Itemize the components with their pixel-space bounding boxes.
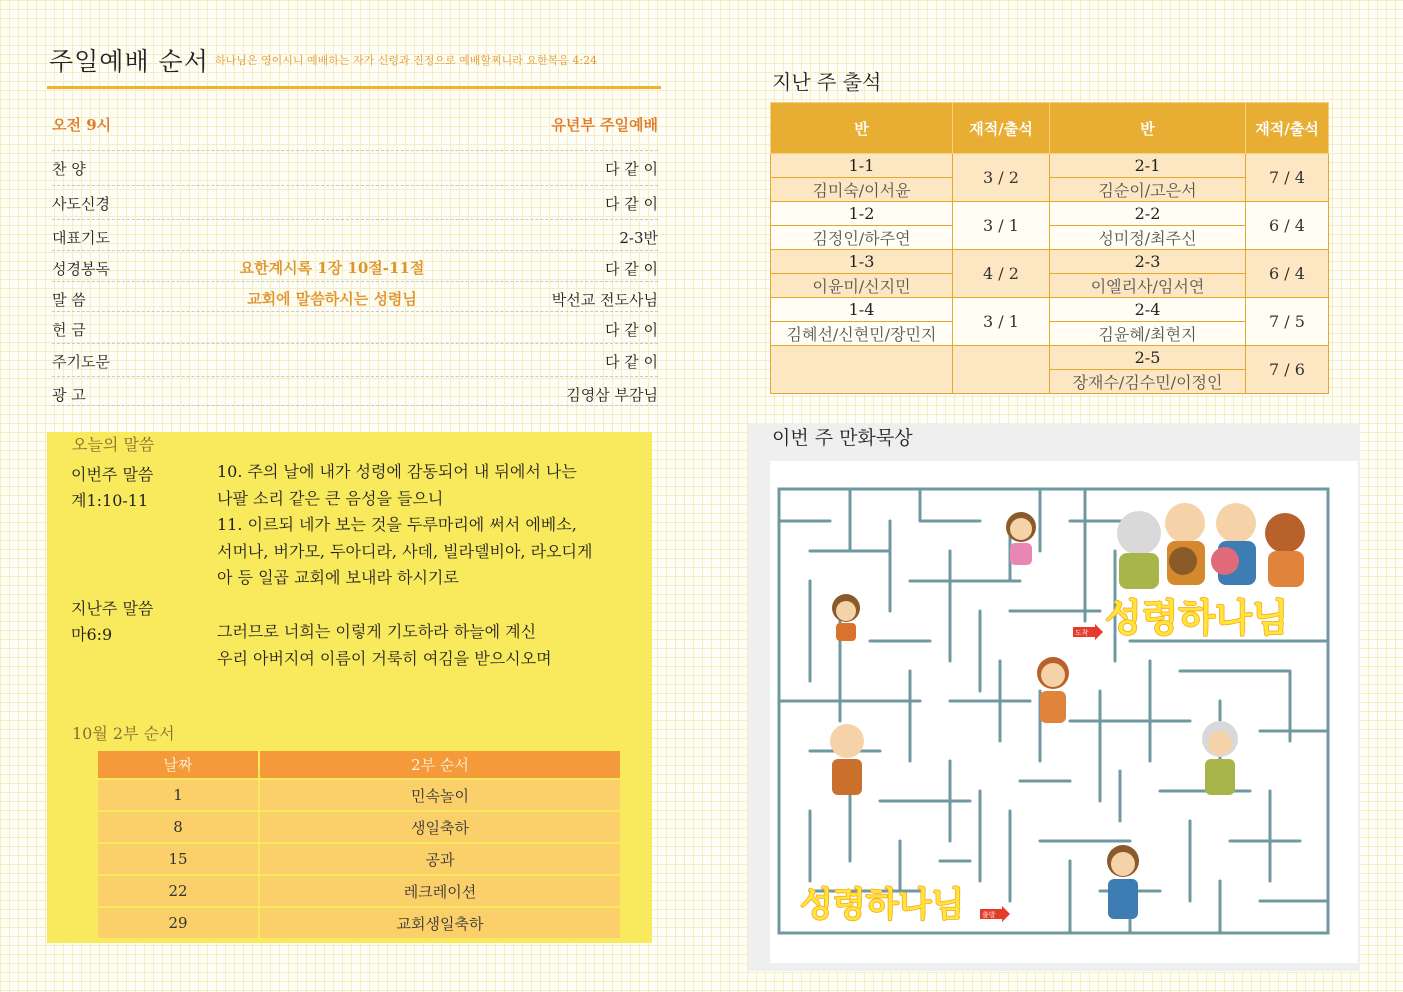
last-week-ref: 마6:9 — [71, 625, 113, 644]
departure-marker — [980, 906, 1010, 922]
table-row — [771, 178, 1329, 202]
col-class-right: 반 — [1050, 103, 1246, 154]
boy-head — [1169, 547, 1197, 575]
order-item-leader: 박선교 전도사님 — [551, 291, 658, 309]
order-divider — [52, 405, 658, 406]
count-cell: 7 / 4 — [1246, 154, 1329, 202]
teacher-names-cell: 장재수/김수민/이정인 — [1050, 370, 1246, 394]
order-item-detail: 요한계시록 1장 10절-11절 — [239, 259, 425, 277]
maze-illustration — [770, 461, 1358, 963]
table-row — [98, 811, 620, 843]
order-row-sermon — [52, 281, 658, 314]
date-cell: 22 — [98, 875, 259, 907]
order-item-leader: 다 같 이 — [604, 353, 658, 371]
table-row — [98, 779, 620, 811]
teacher-names-cell: 성미정/최주신 — [1050, 226, 1246, 250]
col-class-left: 반 — [771, 103, 953, 154]
verse-line: 아 등 일곱 교회에 보내라 하시기로 — [217, 568, 459, 587]
table-row — [771, 226, 1329, 250]
order-row-praise — [52, 150, 658, 183]
order-item-leader: 다 같 이 — [604, 160, 658, 178]
father-head — [1165, 503, 1205, 543]
order-item-name: 찬 양 — [52, 160, 86, 178]
teacher-names-cell: 이엘리사/임서연 — [1050, 274, 1246, 298]
class-cell: 2-5 — [1050, 346, 1246, 370]
last-week-label: 지난주 말씀 — [71, 599, 154, 618]
table-row — [771, 346, 1329, 370]
order-item-detail: 교회에 말씀하시는 성령님 — [247, 290, 417, 308]
count-cell: 3 / 1 — [953, 298, 1050, 346]
maze-card — [770, 461, 1358, 963]
class-cell: 1-4 — [771, 298, 953, 322]
teacher-names-cell: 김윤혜/최현지 — [1050, 322, 1246, 346]
mother-character — [1037, 657, 1069, 723]
order-item-name: 사도신경 — [52, 195, 110, 213]
teacher-names-cell: 김미숙/이서윤 — [771, 178, 953, 202]
count-cell: 3 / 2 — [953, 154, 1050, 202]
service-info-row — [52, 112, 658, 138]
class-cell: 1-2 — [771, 202, 953, 226]
page-title: 주일예배 순서 — [49, 47, 209, 76]
order-item-name: 대표기도 — [52, 229, 110, 247]
program-cell: 생일축하 — [259, 811, 620, 843]
grandpa-head — [1216, 503, 1256, 543]
order-item-leader: 다 같 이 — [604, 260, 658, 278]
father-character — [1107, 845, 1139, 919]
word-box-title: 오늘의 말씀 — [72, 435, 155, 454]
table-row — [98, 843, 620, 875]
program-cell: 교회생일축하 — [259, 907, 620, 938]
program-cell: 공과 — [259, 843, 620, 875]
col-count-right: 재적/출석 — [1246, 103, 1329, 154]
date-cell: 15 — [98, 843, 259, 875]
order-row-creed — [52, 185, 658, 218]
girl-head — [1211, 547, 1239, 575]
table-header-row — [98, 751, 620, 779]
col-date: 날짜 — [98, 751, 259, 779]
family-illustration — [1105, 503, 1305, 640]
order-item-leader: 김영삼 부감님 — [566, 386, 658, 404]
worship-header — [47, 40, 661, 89]
banner-title-top: 성령하나님 — [1105, 596, 1289, 640]
count-cell: 7 / 5 — [1246, 298, 1329, 346]
grandpa-character — [830, 724, 864, 795]
table-row — [771, 154, 1329, 178]
order-row-prayer — [52, 219, 658, 252]
verse-line: 11. 이르되 네가 보는 것을 두루마리에 써서 에베소, — [217, 515, 577, 534]
table-row — [98, 907, 620, 938]
date-cell: 1 — [98, 779, 259, 811]
count-cell: 3 / 1 — [953, 202, 1050, 250]
verse-line: 우리 아버지여 이름이 거룩히 여김을 받으시오며 — [217, 648, 552, 668]
count-cell: 4 / 2 — [953, 250, 1050, 298]
order-item-leader: 다 같 이 — [604, 321, 658, 339]
order-row-scripture — [52, 250, 658, 283]
this-week-ref: 계1:10-11 — [71, 491, 149, 510]
service-name: 유년부 주일예배 — [551, 116, 658, 134]
grandma-head — [1117, 511, 1161, 555]
teacher-names-cell: 김정인/하주연 — [771, 226, 953, 250]
class-cell: 2-3 — [1050, 250, 1246, 274]
grandma-body — [1119, 553, 1159, 589]
order-item-leader: 다 같 이 — [604, 195, 658, 213]
count-cell — [953, 346, 1050, 394]
class-cell — [771, 346, 953, 394]
table-row — [771, 250, 1329, 274]
this-week-verse — [217, 459, 592, 592]
program-cell: 레크레이션 — [259, 875, 620, 907]
month-order-table — [98, 751, 620, 938]
attendance-table — [770, 102, 1329, 394]
verse-line: 그러므로 너희는 이렇게 기도하라 하늘에 계신 — [217, 622, 537, 641]
table-row — [98, 875, 620, 907]
order-row-lords-prayer — [52, 343, 658, 376]
table-row — [771, 274, 1329, 298]
last-week-verse — [217, 619, 552, 672]
date-cell: 8 — [98, 811, 259, 843]
col-count-left: 재적/출석 — [953, 103, 1050, 154]
maze-title: 이번 주 만화묵상 — [772, 427, 913, 449]
verse-line: 서머나, 버가모, 두아디라, 사데, 빌라델비아, 라오디게 — [217, 541, 593, 561]
teacher-names-cell: 이윤미/신지민 — [771, 274, 953, 298]
order-item-name: 성경봉독 — [52, 260, 110, 278]
order-item-name: 광 고 — [52, 386, 86, 404]
mother-head — [1265, 513, 1305, 553]
order-item-name: 말 씀 — [52, 291, 86, 309]
arrival-marker — [1073, 624, 1103, 640]
class-cell: 2-4 — [1050, 298, 1246, 322]
departure-label: 출발 — [982, 911, 996, 919]
class-cell: 2-1 — [1050, 154, 1246, 178]
header-verse: 하나님은 영이시니 예배하는 자가 신령과 진정으로 예배할찌니라 요한복음 4:24 — [215, 54, 598, 67]
mother-body — [1268, 551, 1304, 587]
table-row — [771, 322, 1329, 346]
table-header-row — [771, 103, 1329, 154]
verse-line: 10. 주의 날에 내가 성령에 감동되어 내 뒤에서 나는 — [217, 462, 577, 481]
arrival-label: 도착 — [1075, 629, 1089, 637]
col-program: 2부 순서 — [259, 751, 620, 779]
boy-character — [832, 594, 860, 641]
table-row — [771, 298, 1329, 322]
today-word-box — [47, 432, 652, 943]
month-order-title: 10월 2부 순서 — [72, 724, 175, 743]
service-time: 오전 9시 — [52, 116, 112, 134]
date-cell: 29 — [98, 907, 259, 938]
class-cell: 2-2 — [1050, 202, 1246, 226]
order-item-name: 주기도문 — [52, 353, 110, 371]
count-cell: 6 / 4 — [1246, 250, 1329, 298]
attendance-title: 지난 주 출석 — [772, 70, 882, 94]
count-cell: 7 / 6 — [1246, 346, 1329, 394]
banner-title-bottom: 성령하나님 — [800, 885, 965, 925]
class-cell: 1-3 — [771, 250, 953, 274]
order-item-leader: 2-3반 — [619, 229, 658, 247]
program-cell: 민속놀이 — [259, 779, 620, 811]
order-row-offering — [52, 311, 658, 344]
count-cell: 6 / 4 — [1246, 202, 1329, 250]
teacher-names-cell: 김순이/고은서 — [1050, 178, 1246, 202]
verse-line: 나팔 소리 같은 큰 음성을 들으니 — [217, 488, 444, 508]
class-cell: 1-1 — [771, 154, 953, 178]
order-item-name: 헌 금 — [52, 321, 86, 339]
teacher-names-cell: 김혜선/신현민/장민지 — [771, 322, 953, 346]
this-week-label: 이번주 말씀 — [71, 465, 154, 484]
table-row — [771, 202, 1329, 226]
